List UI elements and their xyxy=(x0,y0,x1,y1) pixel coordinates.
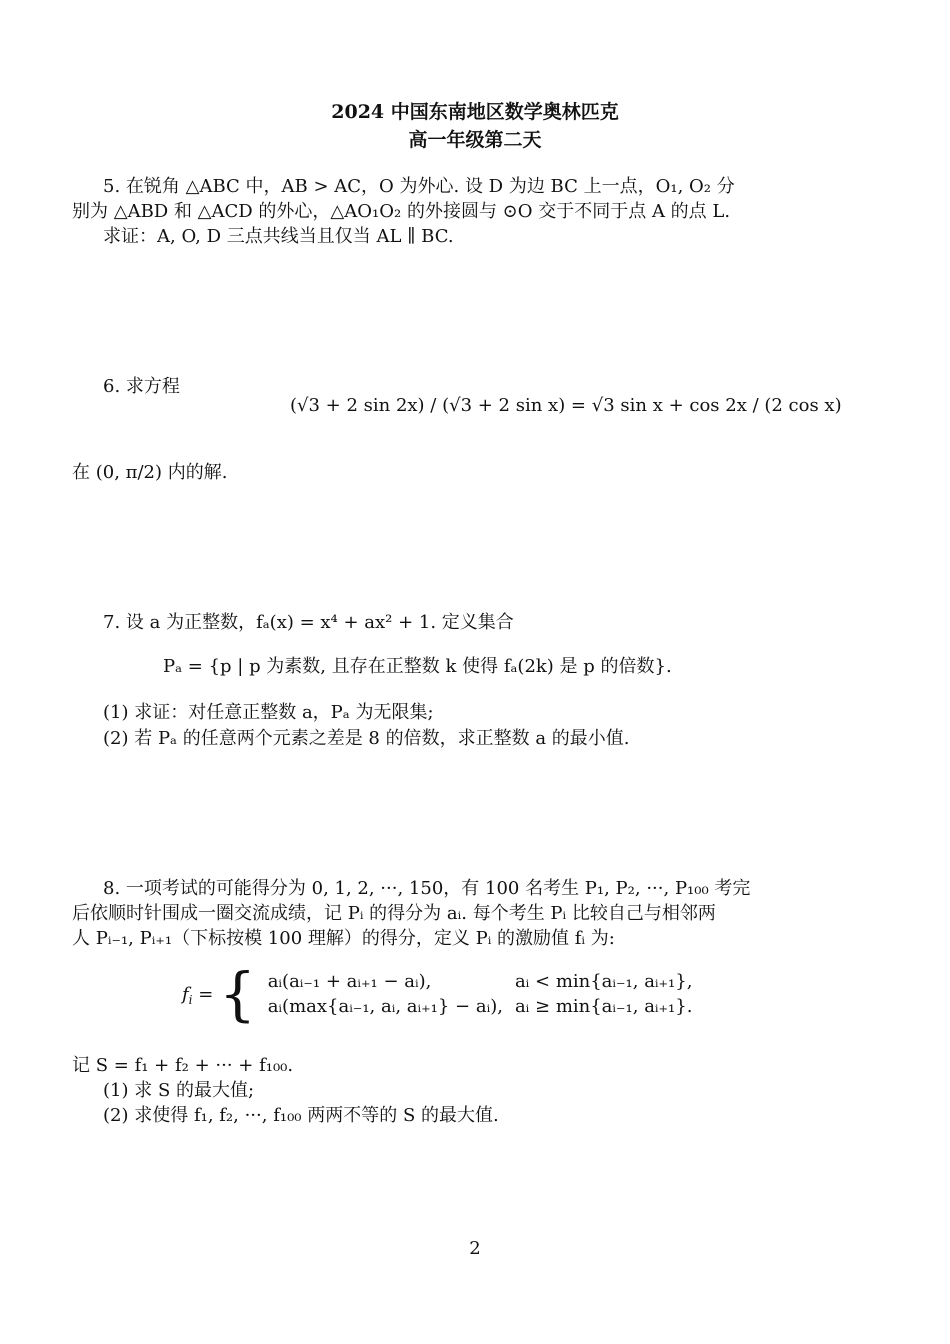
problem8-piecewise: $f_i$ = { aᵢ(aᵢ₋₁ + aᵢ₊₁ − aᵢ), aᵢ < min{aᵢ₋₁, aᵢ₊₁}, aᵢ(max{aᵢ₋₁, aᵢ, aᵢ₊₁} − aᵢ), aᵢ ≥ min{aᵢ₋₁, aᵢ₊₁}. xyxy=(182,965,698,1023)
problem5-line-1: 5. 在锐角 △ABC 中，AB > AC，O 为外心. 设 D 为边 BC 上一点，O₁, O₂ 分 xyxy=(103,176,735,197)
problem6-intro: 6. 求方程 xyxy=(103,376,180,397)
case-condition: aᵢ < min{aᵢ₋₁, aᵢ₊₁}, xyxy=(514,971,693,992)
problem7-set-definition: Pₐ = {p | p 为素数, 且存在正整数 k 使得 fₐ(2k) 是 p 的倍数}. xyxy=(163,656,672,677)
title-line-2: 高一年级第二天 xyxy=(408,129,542,151)
case-expression: aᵢ(max{aᵢ₋₁, aᵢ, aᵢ₊₁} − aᵢ), xyxy=(267,996,503,1017)
problem8-part-1: (1) 求 S 的最大值; xyxy=(103,1080,255,1101)
problem8-line-3: 人 Pᵢ₋₁, Pᵢ₊₁（下标按模 100 理解）的得分，定义 Pᵢ 的激励值 fᵢ 为: xyxy=(72,928,615,949)
problem6-equation: (√3 + 2 sin 2x) / (√3 + 2 sin x) = √3 sin x + cos 2x / (2 cos x) xyxy=(290,395,842,416)
problem7-line-1: 7. 设 a 为正整数，fₐ(x) = x⁴ + ax² + 1. 定义集合 xyxy=(103,612,514,633)
case-condition: aᵢ ≥ min{aᵢ₋₁, aᵢ₊₁}. xyxy=(514,996,693,1017)
problem7-part-1: (1) 求证：对任意正整数 a，Pₐ 为无限集; xyxy=(103,702,434,723)
problem5-line-3: 求证：A, O, D 三点共线当且仅当 AL ∥ BC. xyxy=(103,226,454,247)
case-row xyxy=(262,969,699,994)
problem6-tail: 在 (0, π/2) 内的解. xyxy=(72,462,228,483)
left-brace-icon: { xyxy=(219,960,256,1028)
problem8-line-2: 后依顺时针围成一圈交流成绩，记 Pᵢ 的得分为 aᵢ. 每个考生 Pᵢ 比较自己与相邻两 xyxy=(72,903,716,924)
page-number: 2 xyxy=(469,1238,481,1259)
problem8-sum-definition: 记 S = f₁ + f₂ + ··· + f₁₀₀. xyxy=(72,1055,294,1076)
case-row xyxy=(262,994,699,1019)
problem8-part-2: (2) 求使得 f₁, f₂, ···, f₁₀₀ 两两不等的 S 的最大值. xyxy=(103,1105,499,1126)
problem5-line-2: 别为 △ABD 和 △ACD 的外心，△AO₁O₂ 的外接圆与 ⊙O 交于不同于点 A 的点 L. xyxy=(72,201,731,222)
problem7-part-2: (2) 若 Pₐ 的任意两个元素之差是 8 的倍数，求正整数 a 的最小值. xyxy=(103,728,630,749)
title-line-1: 2024 中国东南地区数学奥林匹克 xyxy=(331,101,619,123)
case-expression: aᵢ(aᵢ₋₁ + aᵢ₊₁ − aᵢ), xyxy=(267,971,432,992)
problem8-line-1: 8. 一项考试的可能得分为 0, 1, 2, ···, 150，有 100 名考生 P₁, P₂, ···, P₁₀₀ 考完 xyxy=(103,878,751,899)
